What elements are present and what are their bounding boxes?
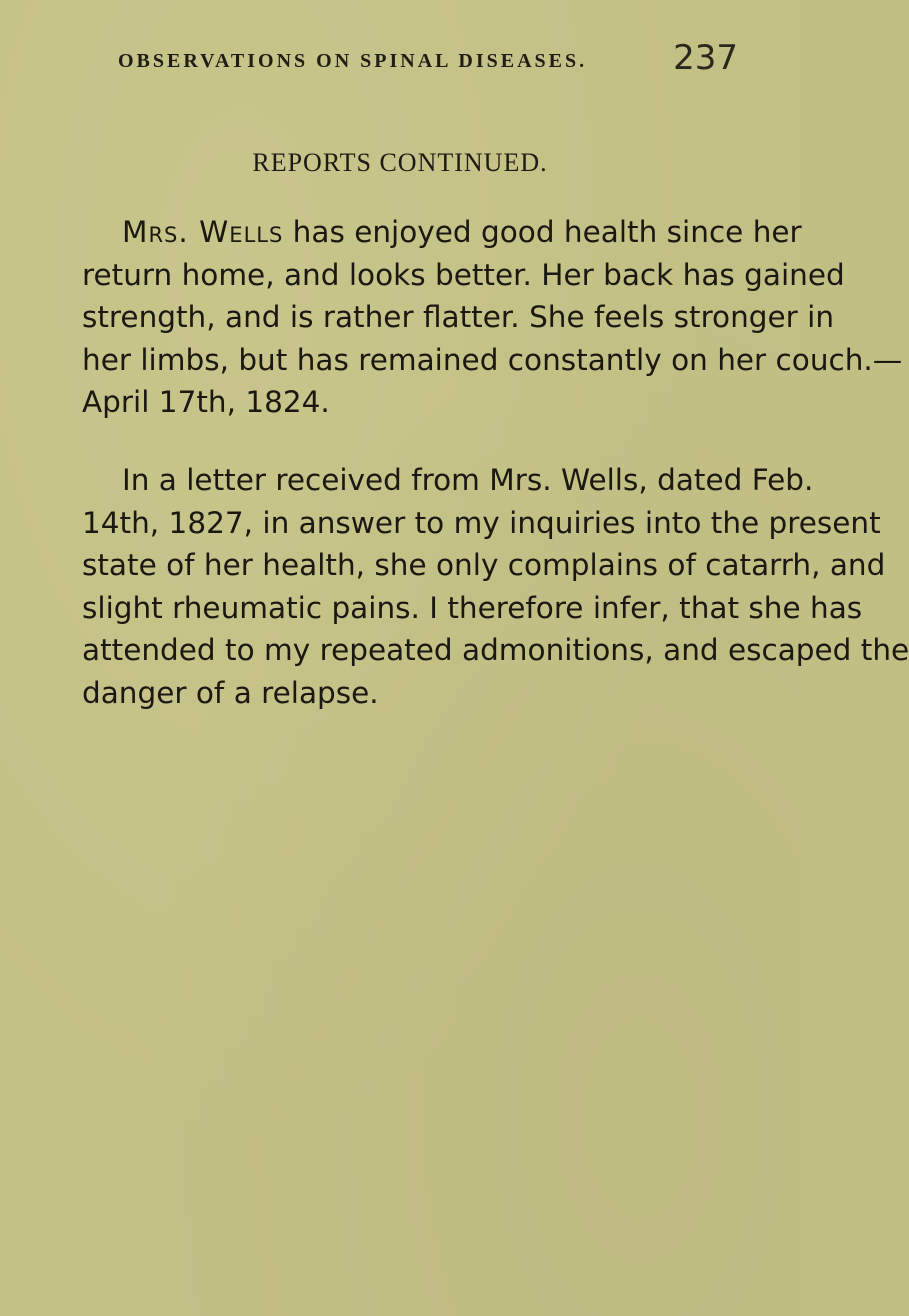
paragraph-line: state of her health, she only complains of catarrh, and [82,548,886,582]
paragraph-line: April 17th, 1824. [82,385,330,419]
page-number: 237 [673,38,738,78]
paragraph-1 [82,211,903,424]
paragraph-line: attended to my repeated admonitions, and escaped the [82,633,909,667]
paragraph-line: slight rheumatic pains. I therefore infer, that she has [82,590,863,625]
paragraph-line: 14th, 1827, in answer to my inquiries into the present [82,505,881,540]
paragraph-2 [82,459,909,714]
section-heading: REPORTS CONTINUED. [252,148,548,177]
paragraph-line [82,211,802,254]
paragraph-line: In a letter received from Mrs. Wells, dated Feb. [122,463,814,497]
paragraph-line: strength, and is rather flatter. She feels stronger in [82,300,835,334]
line-text: has enjoyed good health since her [283,215,802,249]
paragraph-line: danger of a relapse. [82,675,379,710]
running-title: OBSERVATIONS ON SPINAL DISEASES. [118,50,588,72]
running-head [118,38,738,84]
paragraph-line: her limbs, but has remained constantly on her couch.— [82,342,903,377]
patient-name: Mrs. Wells [122,215,284,249]
paragraph-line: return home, and looks better. Her back has gained [82,257,845,292]
